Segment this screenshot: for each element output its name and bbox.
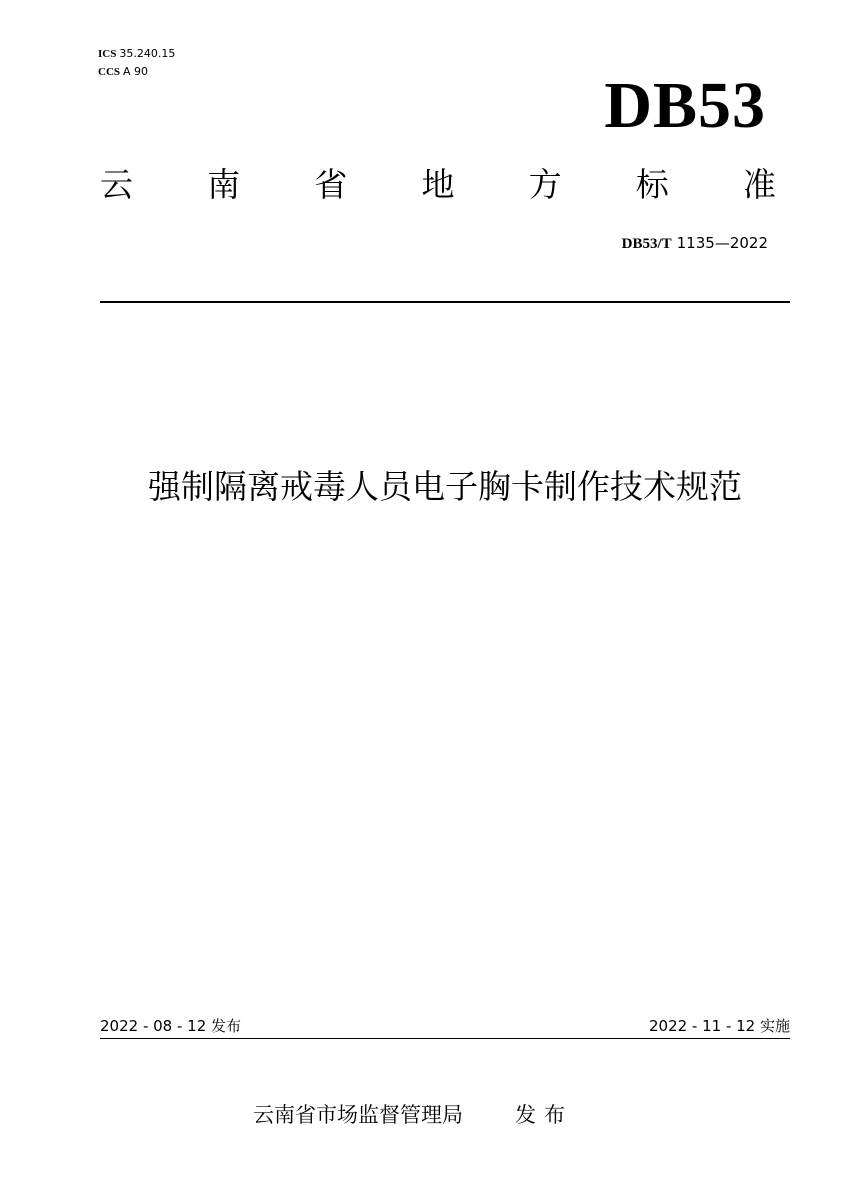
db53-logo: DB53 bbox=[604, 69, 766, 142]
document-title: 强制隔离戒毒人员电子胸卡制作技术规范 bbox=[148, 467, 742, 506]
standard-type-char: 云 bbox=[100, 165, 133, 204]
ccs-line bbox=[98, 63, 175, 81]
standard-number-prefix: DB53/T bbox=[621, 236, 672, 252]
publisher-org: 云南省市场监督管理局 bbox=[253, 1103, 463, 1127]
standard-number bbox=[622, 233, 768, 254]
publish-date: 2022 - 08 - 12 发布 bbox=[100, 1017, 242, 1035]
footer-divider bbox=[100, 1038, 790, 1039]
ics-line bbox=[98, 45, 175, 63]
standard-type-char: 地 bbox=[421, 165, 455, 204]
standard-type-char: 方 bbox=[528, 165, 562, 204]
publisher-line bbox=[253, 1100, 573, 1130]
implement-date: 2022 - 11 - 12 实施 bbox=[648, 1017, 790, 1035]
publisher-action: 发布 bbox=[515, 1103, 573, 1127]
standard-type-heading bbox=[100, 163, 776, 207]
standard-number-value: 1135—2022 bbox=[676, 234, 768, 252]
ccs-value: A 90 bbox=[123, 65, 149, 78]
ics-value: 35.240.15 bbox=[119, 47, 176, 60]
standard-type-char: 准 bbox=[742, 165, 776, 204]
standard-type-char: 南 bbox=[207, 165, 241, 204]
standard-type-char: 省 bbox=[314, 165, 348, 204]
ccs-label: CCS bbox=[98, 66, 121, 78]
header-divider bbox=[100, 301, 790, 303]
standard-type-char: 标 bbox=[635, 165, 669, 204]
classification-codes bbox=[98, 45, 175, 81]
ics-label: ICS bbox=[98, 48, 117, 60]
